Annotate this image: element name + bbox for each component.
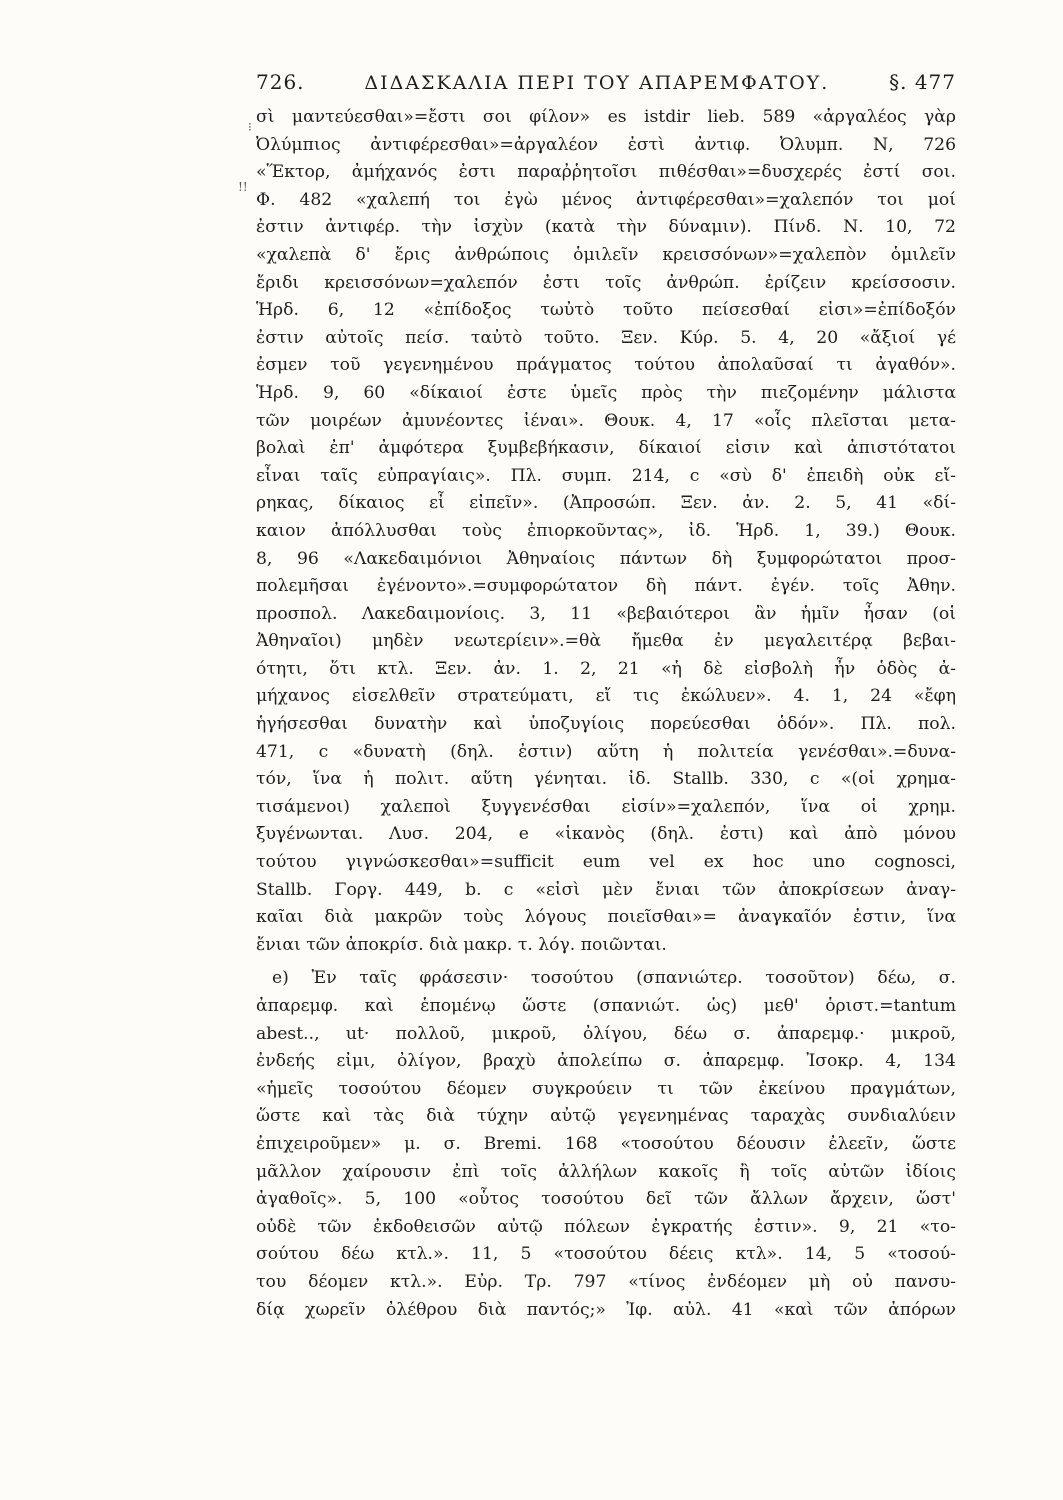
text-line: τισάμενοι) χαλεποὶ ξυγγενέσθαι εἰσίν»=χαλεπόν, ἵνα οἱ χρημ.	[256, 796, 956, 817]
text-line: ἐστιν ἀντιφέρ. τὴν ἰσχὺν (κατὰ τὴν δύναμιν). Πίνδ. Ν. 10, 72	[256, 217, 956, 238]
text-line: «χαλεπὰ δ' ἔρις ἀνθρώποις ὁμιλεῖν κρεισσόνων»=χαλεπὸν ὁμιλεῖν	[256, 244, 956, 265]
text-line: ὥστε καὶ τὰς διὰ τύχην αὐτῷ γεγενημένας ταραχὰς συνδιαλύειν	[256, 1106, 956, 1127]
text-line: εἶναι ταῖς εὐπραγίαις». Πλ. συμπ. 214, c «σὺ δ' ἐπειδὴ οὐκ εἴ-	[256, 465, 956, 486]
text-line: πολεμῆσαι ἐγένοντο».=συμφορώτατον δὴ πάντ. ἐγέν. τοῖς Ἀθην.	[256, 576, 956, 597]
text-line: «ἡμεῖς τοσούτου δέομεν συγκρούειν τι τῶν ἐκείνου πραγμάτων,	[256, 1078, 956, 1099]
text-line: ἐσμεν τοῦ γεγενημένου πράγματος τούτου ἀπολαῦσαί τι ἀγαθόν».	[256, 355, 956, 376]
text-line: abest.., ut· πολλοῦ, μικροῦ, ὀλίγου, δέω σ. ἀπαρεμφ.· μικροῦ,	[256, 1023, 956, 1044]
text-line: ἔριδι κρεισσόνων=χαλεπόν ἐστι τοῖς ἀνθρώπ. ἐρίζειν κρείσσοσιν.	[256, 272, 956, 293]
text-line: μήχανος εἰσελθεῖν στρατεύματι, εἴ τις ἐκώλυεν». 4. 1, 24 «ἔφη	[256, 686, 956, 707]
text-line: καῖαι διὰ μακρῶν τοὺς λόγους ποιεῖσθαι»= ἀναγκαῖόν ἐστιν, ἵνα	[256, 907, 956, 928]
text-line: ἡγήσεσθαι δυνατὴν καὶ ὑποζυγίοις πορεύεσθαι ὁδόν». Πλ. πολ.	[256, 714, 956, 735]
text-line: δίᾳ χωρεῖν ὀλέθρου διὰ παντός;» Ἰφ. αὐλ. 41 «καὶ τῶν ἀπόρων	[256, 1299, 956, 1320]
text-line: 471, c «δυνατὴ (δηλ. ἐστιν) αὕτη ἡ πολιτεία γενέσθαι».=δυνα-	[256, 741, 956, 762]
text-line: οὐδὲ τῶν ἐκδοθεισῶν αὐτῷ πόλεων ἐγκρατής ἐστιν». 9, 21 «το-	[256, 1216, 956, 1237]
text-line: τῶν μοιρέων ἀμυνέοντες ἰέναι». Θουκ. 4, 17 «οἷς πλεῖσται μετα-	[256, 410, 956, 431]
text-line: σούτου δέω κτλ.». 11, 5 «τοσούτου δέεις κτλ». 14, 5 «τοσού-	[256, 1244, 956, 1265]
paragraph-start-line: e) Ἐν ταῖς φράσεσιν· τοσούτου (σπανιώτερ. τοσοῦτον) δέω, σ.	[272, 968, 956, 989]
book-page	[256, 70, 956, 1324]
running-header	[256, 70, 956, 94]
text-line: προσπολ. Λακεδαιμονίοις. 3, 11 «βεβαιότεροι ἂν ἡμῖν ἦσαν (οἱ	[256, 603, 956, 624]
text-line: ότητι, ὅτι κτλ. Ξεν. ἀν. 1. 2, 21 «ἡ δὲ εἰσβολὴ ἦν ὁδὸς ἀ-	[256, 658, 956, 679]
margin-mark: !!	[238, 180, 248, 194]
text-line: ἀπαρεμφ. καὶ ἑπομένῳ ὥστε (σπανιώτ. ὡς) μεθ' ὁριστ.=tantum	[256, 996, 956, 1016]
text-line: καιον ἀπόλλυσθαι τοὺς ἐπιορκοῦντας», ἰδ. Ἡρδ. 1, 39.) Θουκ.	[256, 520, 956, 541]
page-body	[256, 104, 956, 1324]
text-line: Stallb. Γοργ. 449, b. c «εἰσὶ μὲν ἔνιαι τῶν ἀποκρίσεων ἀναγ-	[256, 879, 956, 900]
text-line: μᾶλλον χαίρουσιν ἐπὶ τοῖς ἀλλήλων κακοῖς ἢ τοῖς αὑτῶν ἰδίοις	[256, 1161, 956, 1182]
text-line: βολαὶ ἐπ' ἀμφότερα ξυμβεβήκασιν, δίκαιοί εἰσιν καὶ ἀπιστότατοι	[256, 438, 956, 459]
text-line: τόν, ἵνα ἡ πολιτ. αὕτη γένηται. ἰδ. Stallb. 330, c «(οἱ χρημα-	[256, 769, 956, 790]
text-line: «Ἕκτορ, ἀμήχανός ἐστι παραῤῥητοῖσι πιθέσθαι»=δυσχερές ἐστί σοι.	[256, 162, 956, 183]
running-title: ΔΙΔΑΣΚΑΛΙΑ ΠΕΡΙ ΤΟΥ ΑΠΑΡΕΜΦΑΤΟΥ.	[364, 72, 830, 94]
text-line: Ἀθηναῖοι) μηδὲν νεωτερίειν».=θὰ ἤμεθα ἐν μεγαλειτέρᾳ βεβαι-	[256, 631, 956, 652]
text-line: ἐνδεής εἰμι, ὀλίγον, βραχὺ ἀπολείπω σ. ἀπαρεμφ. Ἰσοκρ. 4, 134	[256, 1051, 956, 1072]
text-line: ξυγένωνται. Λυσ. 204, e «ἱκανὸς (δηλ. ἐστι) καὶ ἀπὸ μόνου	[256, 824, 956, 845]
section-number: §. 477	[889, 70, 956, 94]
page-number: 726.	[256, 70, 305, 94]
text-line: Φ. 482 «χαλεπή τοι ἐγὼ μένος ἀντιφέρεσθαι»=χαλεπόν τοι μοί	[256, 189, 956, 210]
text-line: ἐστιν αὐτοῖς πείσ. ταὐτὸ τοῦτο. Ξεν. Κύρ. 5. 4, 20 «ἄξιοί γέ	[256, 327, 956, 348]
margin-mark: ⁝	[248, 120, 252, 134]
text-line: ἐπιχειροῦμεν» μ. σ. Bremi. 168 «τοσούτου δέουσιν ἐλεεῖν, ὥστε	[256, 1133, 956, 1154]
text-line: ἀγαθοῖς». 5, 100 «οὗτος τοσούτου δεῖ τῶν ἄλλων ἄρχειν, ὥστ'	[256, 1189, 956, 1210]
text-line: Ὀλύμπιος ἀντιφέρεσθαι»=ἀργαλέον ἐστὶ ἀντιφ. Ὀλυμπ. Ν, 726	[256, 134, 956, 155]
text-line: τούτου γιγνώσκεσθαι»=sufficit eum vel ex hoc uno cognosci,	[256, 852, 956, 873]
text-line: Ἡρδ. 9, 60 «δίκαιοί ἐστε ὑμεῖς πρὸς τὴν πιεζομένην μάλιστα	[256, 382, 956, 403]
text-line: ρηκας, δίκαιος εἶ εἰπεῖν». (Ἀπροσώπ. Ξεν. ἀν. 2. 5, 41 «δί-	[256, 493, 956, 514]
text-line: 8, 96 «Λακεδαιμόνιοι Ἀθηναίοις πάντων δὴ ξυμφορώτατοι προσ-	[256, 548, 956, 569]
text-line: σὶ μαντεύεσθαι»=ἔστι σοι φίλον» es istdir lieb. 589 «ἀργαλέος γὰρ	[256, 107, 956, 127]
text-line: ἔνιαι τῶν ἀποκρίσ. διὰ μακρ. τ. λόγ. ποιῶνται.	[256, 934, 667, 955]
text-line: Ἡρδ. 6, 12 «ἐπίδοξος τωὐτὸ τοῦτο πείσεσθαί εἰσι»=ἐπίδοξόν	[256, 300, 956, 321]
text-line: του δέομεν κτλ.». Εὐρ. Τρ. 797 «τίνος ἐνδέομεν μὴ οὐ πανσυ-	[256, 1271, 956, 1292]
